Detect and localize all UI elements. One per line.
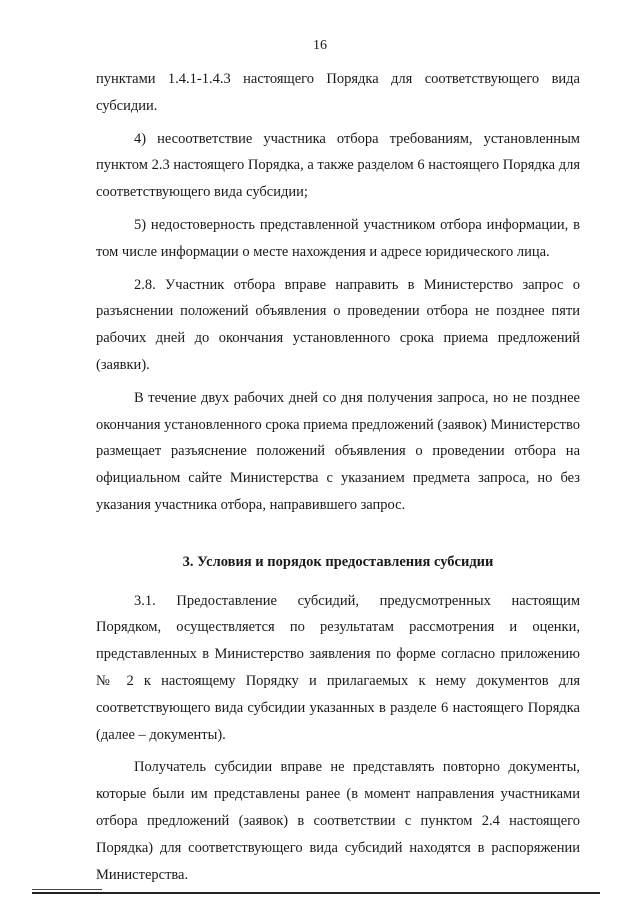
document-body — [96, 66, 580, 894]
paragraph-clause-2-8: 2.8. Участник отбора вправе направить в Министерство запрос о разъяснении положений объявления о проведении отбора не позднее пяти рабочих дней до окончания установленного срока приема предложений (заявки). — [96, 276, 580, 373]
page-number: 16 — [313, 38, 327, 53]
paragraph-clause-3-1: 3.1. Предоставление субсидий, предусмотренных настоящим Порядком, осуществляется по результатам рассмотрения и оценки, представленных в Министерство заявления по форме согласно приложению № 2 к настоящему Порядку и прилагаемых к нему документов для соответствующего вида субсидии указанных в разделе 6 настоящего Порядка (далее – документы). — [96, 592, 580, 743]
paragraph-clarification: В течение двух рабочих дней со дня получения запроса, но не позднее окончания установленного срока приема предложений (заявок) Министерство размещает разъяснение положений объявления о проведении отбора на официальном сайте Министерства с указанием предмета запроса, но без указания участника отбора, направившего запрос. — [96, 389, 580, 513]
paragraph-item-4: 4) несоответствие участника отбора требованиям, установленным пунктом 2.3 настоящего Порядка, а также разделом 6 настоящего Порядка для соответствующего вида субсидии; — [96, 130, 580, 201]
footer-rule-short — [32, 889, 102, 890]
section-heading: 3. Условия и порядок предоставления субсидии — [182, 553, 494, 570]
paragraph-continuation: пунктами 1.4.1-1.4.3 настоящего Порядка для соответствующего вида субсидии. — [96, 71, 580, 114]
paragraph-item-5: 5) недостоверность представленной участником отбора информации, в том числе информации о месте нахождения и адресе юридического лица. — [96, 216, 580, 260]
footer-rule — [32, 892, 600, 894]
paragraph-recipient-rights: Получатель субсидии вправе не представлять повторно документы, которые были им представлены ранее (в момент направления участниками отбора предложений (заявок) в соответствии с пунктом 2.4 настоящего Порядка) для соответствующего вида субсидий находятся в распоряжении Министерства. — [96, 759, 580, 883]
